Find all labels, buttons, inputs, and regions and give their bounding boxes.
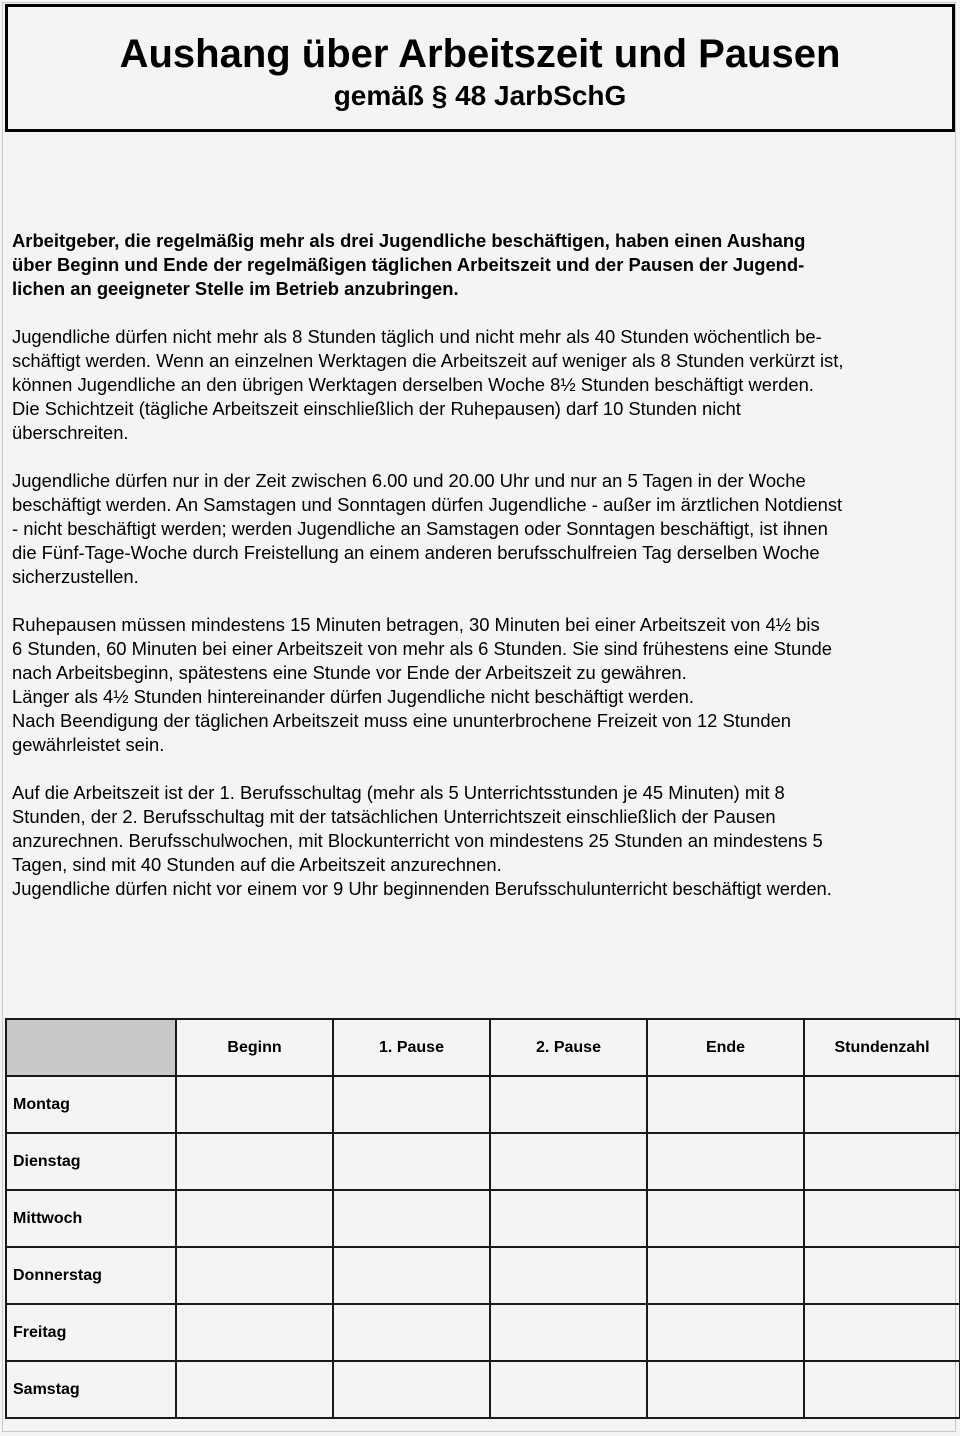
entry-cell[interactable] [804,1304,960,1361]
entry-cell[interactable] [490,1361,647,1418]
text-line: können Jugendliche an den übrigen Werktagen derselben Woche 8½ Stunden beschäftigt werden. [12,374,814,395]
title-box [5,4,955,132]
text-line: Die Schichtzeit (tägliche Arbeitszeit einschließlich der Ruhepausen) darf 10 Stunden nicht [12,398,741,419]
row-label: Samstag [6,1361,176,1418]
entry-cell[interactable] [490,1133,647,1190]
entry-cell[interactable] [804,1133,960,1190]
entry-cell[interactable] [176,1247,333,1304]
entry-cell[interactable] [647,1133,804,1190]
entry-cell[interactable] [490,1076,647,1133]
text-line: Tagen, sind mit 40 Stunden auf die Arbeitszeit anzurechnen. [12,854,502,875]
entry-cell[interactable] [333,1076,490,1133]
row-label: Mittwoch [6,1190,176,1247]
table-row [6,1304,960,1361]
entry-cell[interactable] [804,1247,960,1304]
entry-cell[interactable] [647,1304,804,1361]
entry-cell[interactable] [333,1247,490,1304]
schedule-table [5,1018,960,1419]
table-header-row [6,1019,960,1076]
entry-cell[interactable] [804,1190,960,1247]
text-line: sicherzustellen. [12,566,139,587]
vocational-school-paragraph [12,781,956,901]
page-title: Aushang über Arbeitszeit und Pausen [119,32,841,76]
text-line: die Fünf-Tage-Woche durch Freistellung an einem anderen berufsschulfreien Tag derselben Woche [12,542,820,563]
column-header: Stundenzahl [804,1019,960,1076]
text-line: nach Arbeitsbeginn, spätestens eine Stunde vor Ende der Arbeitszeit zu gewähren. [12,662,687,683]
entry-cell[interactable] [176,1361,333,1418]
text-line: überschreiten. [12,422,129,443]
text-line: gewährleistet sein. [12,734,165,755]
text-line: Ruhepausen müssen mindestens 15 Minuten betragen, 30 Minuten bei einer Arbeitszeit von 4½ bis [12,614,820,635]
table-row [6,1361,960,1418]
entry-cell[interactable] [333,1361,490,1418]
table-row [6,1133,960,1190]
row-label: Montag [6,1076,176,1133]
text-line: schäftigt werden. Wenn an einzelnen Werktagen die Arbeitszeit auf weniger als 8 Stunden verkürzt ist, [12,350,844,371]
column-header: 2. Pause [490,1019,647,1076]
entry-cell[interactable] [176,1190,333,1247]
intro-paragraph [12,229,956,301]
entry-cell[interactable] [647,1076,804,1133]
text-line: Jugendliche dürfen nicht vor einem vor 9 Uhr beginnenden Berufsschulunterricht beschäftigt werden. [12,878,832,899]
row-label: Freitag [6,1304,176,1361]
row-label: Donnerstag [6,1247,176,1304]
breaks-paragraph [12,613,956,757]
table-corner-cell [6,1019,176,1076]
text-line: über Beginn und Ende der regelmäßigen täglichen Arbeitszeit und der Pausen der Jugend- [12,254,805,275]
text-line: lichen an geeigneter Stelle im Betrieb anzubringen. [12,278,459,299]
entry-cell[interactable] [333,1190,490,1247]
text-line: Stunden, der 2. Berufsschultag mit der tatsächlichen Unterrichtszeit einschließlich der Pausen [12,806,776,827]
entry-cell[interactable] [333,1133,490,1190]
entry-cell[interactable] [647,1190,804,1247]
entry-cell[interactable] [490,1304,647,1361]
entry-cell[interactable] [647,1361,804,1418]
text-line: Jugendliche dürfen nur in der Zeit zwischen 6.00 und 20.00 Uhr und nur an 5 Tagen in der Woche [12,470,806,491]
table-row [6,1190,960,1247]
time-window-paragraph [12,469,956,589]
column-header: 1. Pause [333,1019,490,1076]
entry-cell[interactable] [804,1361,960,1418]
text-line: Arbeitgeber, die regelmäßig mehr als drei Jugendliche beschäftigen, haben einen Aushang [12,230,806,251]
table-row [6,1247,960,1304]
entry-cell[interactable] [176,1076,333,1133]
working-hours-paragraph [12,325,956,445]
entry-cell[interactable] [490,1247,647,1304]
text-line: Auf die Arbeitszeit ist der 1. Berufsschultag (mehr als 5 Unterrichtsstunden je 45 Minuten) mit 8 [12,782,785,803]
page-subtitle: gemäß § 48 JarbSchG [333,80,627,111]
text-line: Nach Beendigung der täglichen Arbeitszeit muss eine ununterbrochene Freizeit von 12 Stunden [12,710,792,731]
notice-text [12,229,956,925]
text-line: anzurechnen. Berufsschulwochen, mit Blockunterricht von mindestens 25 Stunden an mindestens 5 [12,830,823,851]
entry-cell[interactable] [333,1304,490,1361]
row-label: Dienstag [6,1133,176,1190]
entry-cell[interactable] [176,1133,333,1190]
table-row [6,1076,960,1133]
entry-cell[interactable] [490,1190,647,1247]
text-line: beschäftigt werden. An Samstagen und Sonntagen dürfen Jugendliche - außer im ärztlichen Notdienst [12,494,843,515]
text-line: Länger als 4½ Stunden hintereinander dürfen Jugendliche nicht beschäftigt werden. [12,686,694,707]
column-header: Beginn [176,1019,333,1076]
text-line: 6 Stunden, 60 Minuten bei einer Arbeitszeit von mehr als 6 Stunden. Sie sind frühestens eine Stunde [12,638,832,659]
entry-cell[interactable] [647,1247,804,1304]
entry-cell[interactable] [176,1304,333,1361]
entry-cell[interactable] [804,1076,960,1133]
column-header: Ende [647,1019,804,1076]
text-line: - nicht beschäftigt werden; werden Jugendliche an Samstagen oder Sonntagen beschäftigt, ist ihnen [12,518,828,539]
text-line: Jugendliche dürfen nicht mehr als 8 Stunden täglich und nicht mehr als 40 Stunden wöchentlich be- [12,326,822,347]
